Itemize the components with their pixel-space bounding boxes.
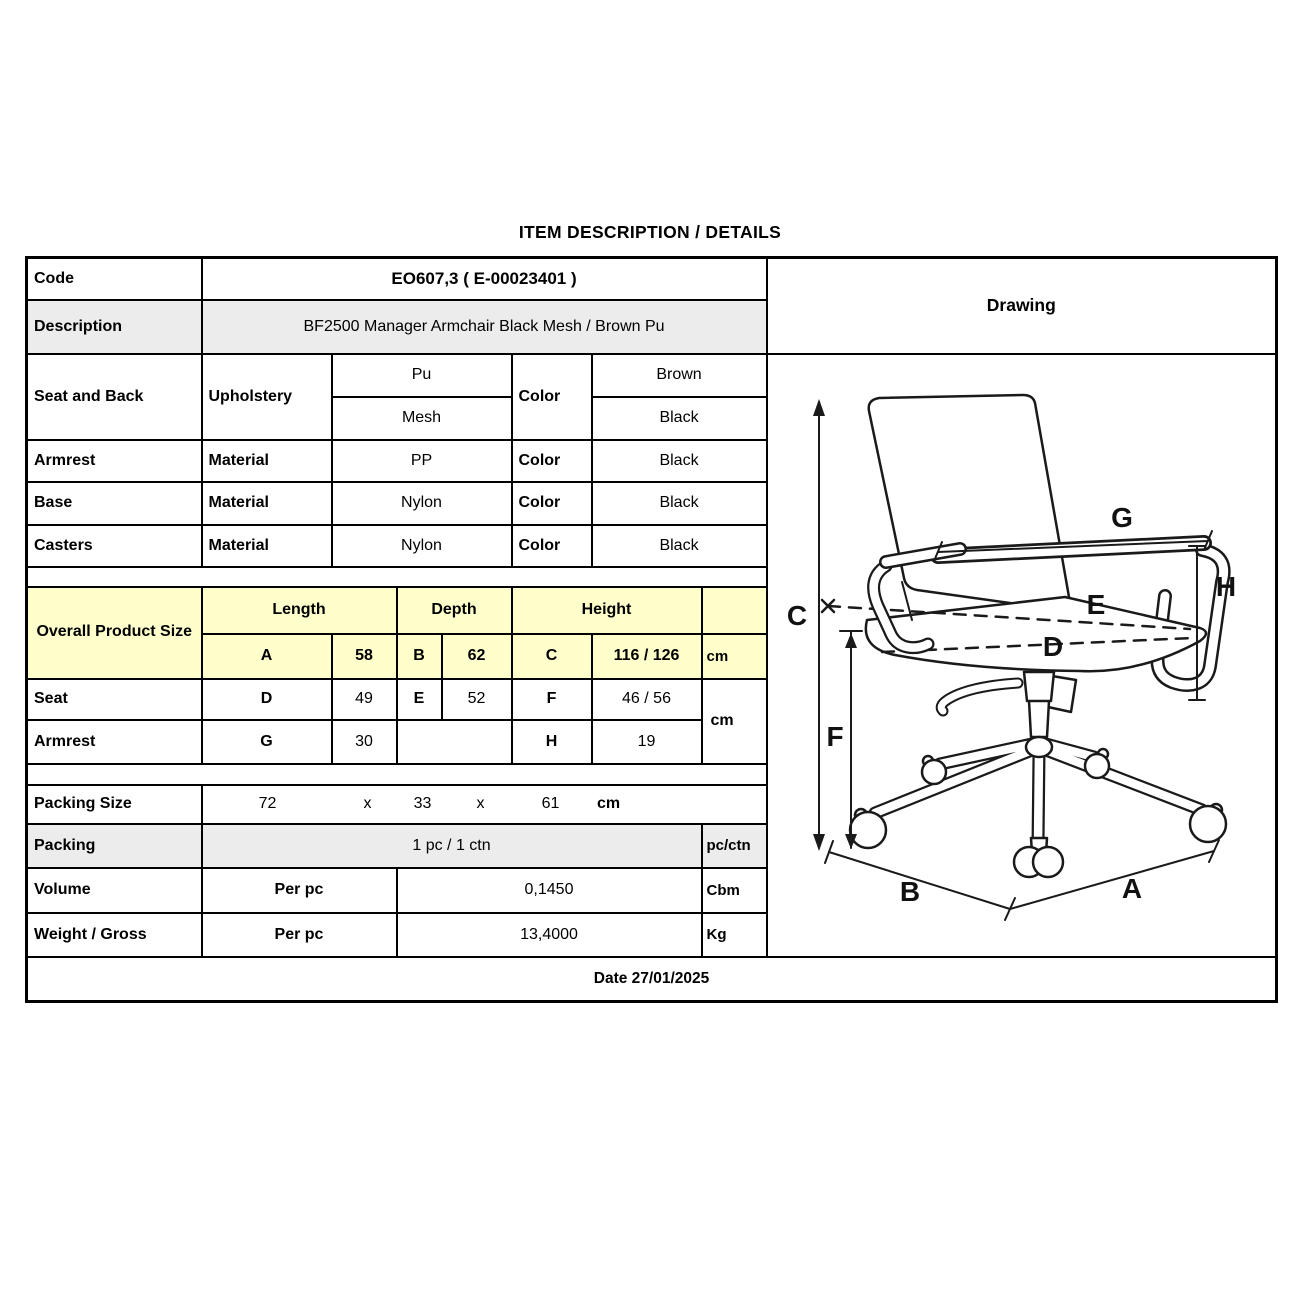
weight-value: 13,4000 (397, 913, 702, 957)
dim-f-value: 46 / 56 (592, 679, 702, 720)
dim-h-value: 19 (592, 720, 702, 764)
seat-back-label: Seat and Back (27, 354, 202, 440)
base-material-label: Material (202, 482, 332, 525)
dim-label-a: A (1121, 873, 1143, 904)
base-material: Nylon (332, 482, 512, 525)
chair-gas-lift (1024, 672, 1054, 737)
overall-size-unit: cm (702, 634, 767, 679)
packing-size-values (202, 785, 767, 824)
length-header: Length (202, 587, 397, 634)
packing-size-label: Packing Size (27, 785, 202, 824)
dim-f-key: F (512, 679, 592, 720)
packing-label: Packing (27, 824, 202, 868)
chair-seat (866, 597, 1206, 671)
casters-label: Casters (27, 525, 202, 567)
date-row (27, 957, 1277, 1002)
depth-header: Depth (397, 587, 512, 634)
seat-armrest-unit: cm (702, 679, 767, 764)
description-value: BF2500 Manager Armchair Black Mesh / Brown Pu (202, 300, 767, 354)
armrest-material: PP (332, 440, 512, 482)
code-label: Code (27, 258, 202, 300)
overall-size-empty-cell (702, 587, 767, 634)
seat-back-color-top: Brown (592, 354, 767, 397)
armrest-label: Armrest (27, 440, 202, 482)
packing-value: 1 pc / 1 ctn (202, 824, 702, 868)
dim-c-key: C (512, 634, 592, 679)
casters-material-label: Material (202, 525, 332, 567)
dim-g-value: 30 (332, 720, 397, 764)
dim-e-value: 52 (442, 679, 512, 720)
drawing-header: Drawing (767, 258, 1277, 354)
weight-unit: Kg (702, 913, 767, 957)
dim-label-g: G (1111, 502, 1133, 533)
chair-drawing (765, 352, 1275, 955)
volume-per: Per pc (202, 868, 397, 913)
armrest-size-empty-cell (397, 720, 512, 764)
volume-label: Volume (27, 868, 202, 913)
code-value: EO607,3 ( E-00023401 ) (202, 258, 767, 300)
spacer-cell (27, 567, 767, 587)
casters-material: Nylon (332, 525, 512, 567)
weight-label: Weight / Gross (27, 913, 202, 957)
dim-label-c: C (786, 600, 808, 631)
code-row (27, 258, 1277, 300)
dim-a-key: A (202, 634, 332, 679)
packing-unit: pc/ctn (702, 824, 767, 868)
dim-label-b: B (899, 876, 921, 907)
volume-value: 0,1450 (397, 868, 702, 913)
seat-back-color-label: Color (512, 354, 592, 440)
seat-size-label: Seat (27, 679, 202, 720)
dim-d-value: 49 (332, 679, 397, 720)
seat-back-material-top: Pu (332, 354, 512, 397)
casters-color: Black (592, 525, 767, 567)
seat-back-material-bottom: Mesh (332, 397, 512, 440)
volume-unit: Cbm (702, 868, 767, 913)
dim-b-value: 62 (442, 634, 512, 679)
dim-label-f: F (826, 721, 844, 752)
dim-label-e: E (1086, 589, 1106, 620)
date-value: Date 27/01/2025 (27, 957, 1277, 1002)
base-label: Base (27, 482, 202, 525)
overall-size-label: Overall Product Size (27, 587, 202, 679)
chair-base (875, 737, 1202, 845)
packing-size-v1: 72 (258, 795, 277, 812)
page-title: ITEM DESCRIPTION / DETAILS (518, 222, 782, 242)
casters-color-label: Color (512, 525, 592, 567)
dim-g-key: G (202, 720, 332, 764)
description-label: Description (27, 300, 202, 354)
base-color: Black (592, 482, 767, 525)
armrest-color: Black (592, 440, 767, 482)
dim-e-key: E (397, 679, 442, 720)
armrest-size-label: Armrest (27, 720, 202, 764)
packing-size-v3: 61 (541, 795, 560, 812)
dim-label-d: D (1042, 631, 1064, 662)
packing-size-sep2: x (476, 795, 485, 812)
dim-c-value: 116 / 126 (592, 634, 702, 679)
dim-a-value: 58 (332, 634, 397, 679)
spacer-cell (27, 764, 767, 785)
seat-back-color-bottom: Black (592, 397, 767, 440)
dim-h-key: H (512, 720, 592, 764)
upholstery-label: Upholstery (202, 354, 332, 440)
armrest-color-label: Color (512, 440, 592, 482)
weight-per: Per pc (202, 913, 397, 957)
packing-size-sep1: x (363, 795, 372, 812)
dim-label-h: H (1215, 571, 1237, 602)
armrest-material-label: Material (202, 440, 332, 482)
dim-d-key: D (202, 679, 332, 720)
height-header: Height (512, 587, 702, 634)
dim-b-key: B (397, 634, 442, 679)
chair-backrest (869, 395, 1070, 610)
base-color-label: Color (512, 482, 592, 525)
packing-size-v2: 33 (413, 795, 432, 812)
packing-size-unit: cm (596, 795, 621, 812)
